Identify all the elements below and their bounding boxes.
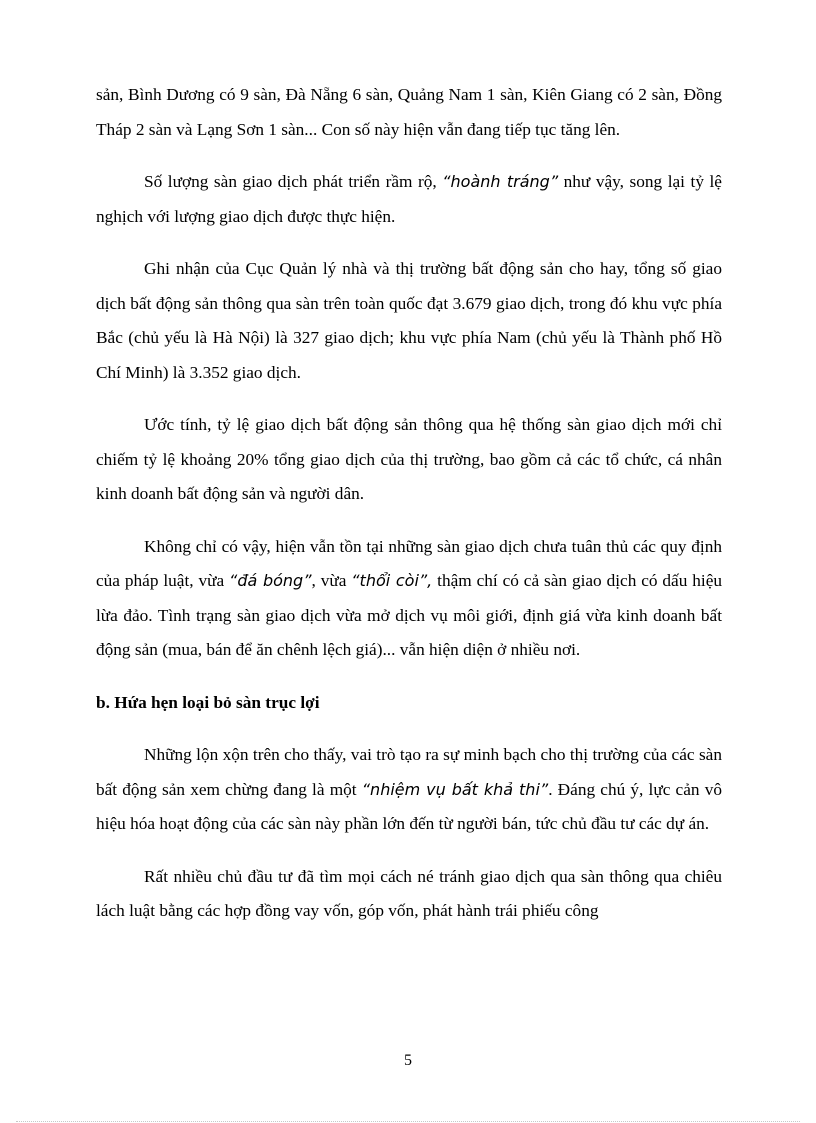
document-body [96,78,722,947]
paragraph-5-text-b: , vừa [311,571,352,590]
paragraph-1: sản, Bình Dương có 9 sàn, Đà Nẵng 6 sàn, Quảng Nam 1 sàn, Kiên Giang có 2 sàn, Đồng Tháp 2 sàn và Lạng Sơn 1 sàn... Con số này hiện vẫn đang tiếp tục tăng lên. [96,85,722,139]
paragraph-2 [96,165,722,234]
paragraph-7: Rất nhiều chủ đầu tư đã tìm mọi cách né tránh giao dịch qua sàn thông qua chiêu lách luật bằng các hợp đồng vay vốn, góp vốn, phát hành trái phiếu công [96,866,722,920]
page-bottom-divider [16,1121,800,1122]
paragraph-5-text-a: Không chỉ có vậy, hiện vẫn tồn tại những sàn giao dịch chưa tuân thủ các quy định của pháp luật, vừa [96,536,722,590]
paragraph-5-quote-1: “đá bóng” [229,571,312,590]
page-number: 5 [404,1052,412,1069]
paragraph-2-text-a: Số lượng sàn giao dịch phát triển rầm rộ, [144,172,443,191]
paragraph-6 [96,738,722,842]
paragraph-6-text-b: . Đáng chú ý, lực cản vô hiệu hóa hoạt động của các sàn này phần lớn đến từ người bán, tức chủ đầu tư các dự án. [96,779,722,833]
section-heading: b. Hứa hẹn loại bỏ sàn trục lợi [96,692,320,712]
paragraph-4: Ước tính, tỷ lệ giao dịch bất động sản thông qua hệ thống sàn giao dịch mới chỉ chiếm tỷ lệ khoảng 20% tổng giao dịch của thị trường, bao gồm cả các tổ chức, cá nhân kinh doanh bất động sản và người dân. [96,415,722,503]
paragraph-5 [96,530,722,668]
paragraph-5-quote-2: “thổi còi”, [351,571,433,590]
paragraph-6-text-a: Những lộn xộn trên cho thấy, vai trò tạo ra sự minh bạch cho thị trường của các sàn bất động sản xem chừng đang là một [96,745,722,799]
paragraph-2-text-b: như vậy, song lại tỷ lệ nghịch với lượng giao dịch được thực hiện. [96,172,722,226]
paragraph-6-quote: “nhiệm vụ bất khả thi” [361,779,549,799]
paragraph-2-quote: “hoành tráng” [442,172,559,191]
paragraph-3: Ghi nhận của Cục Quản lý nhà và thị trường bất động sản cho hay, tổng số giao dịch bất động sản thông qua sàn trên toàn quốc đạt 3.679 giao dịch, trong đó khu vực phía Bắc (chủ yếu là Hà Nội) là 327 giao dịch; khu vực phía Nam (chủ yếu là Thành phố Hồ Chí Minh) là 3.352 giao dịch. [96,259,722,382]
paragraph-5-text-c: thậm chí có cả sàn giao dịch có dấu hiệu lừa đảo. Tình trạng sàn giao dịch vừa mở dịch vụ môi giới, định giá vừa kinh doanh bất động sản (mua, bán để ăn chênh lệch giá)... vẫn hiện diện ở nhiều nơi. [96,571,723,659]
